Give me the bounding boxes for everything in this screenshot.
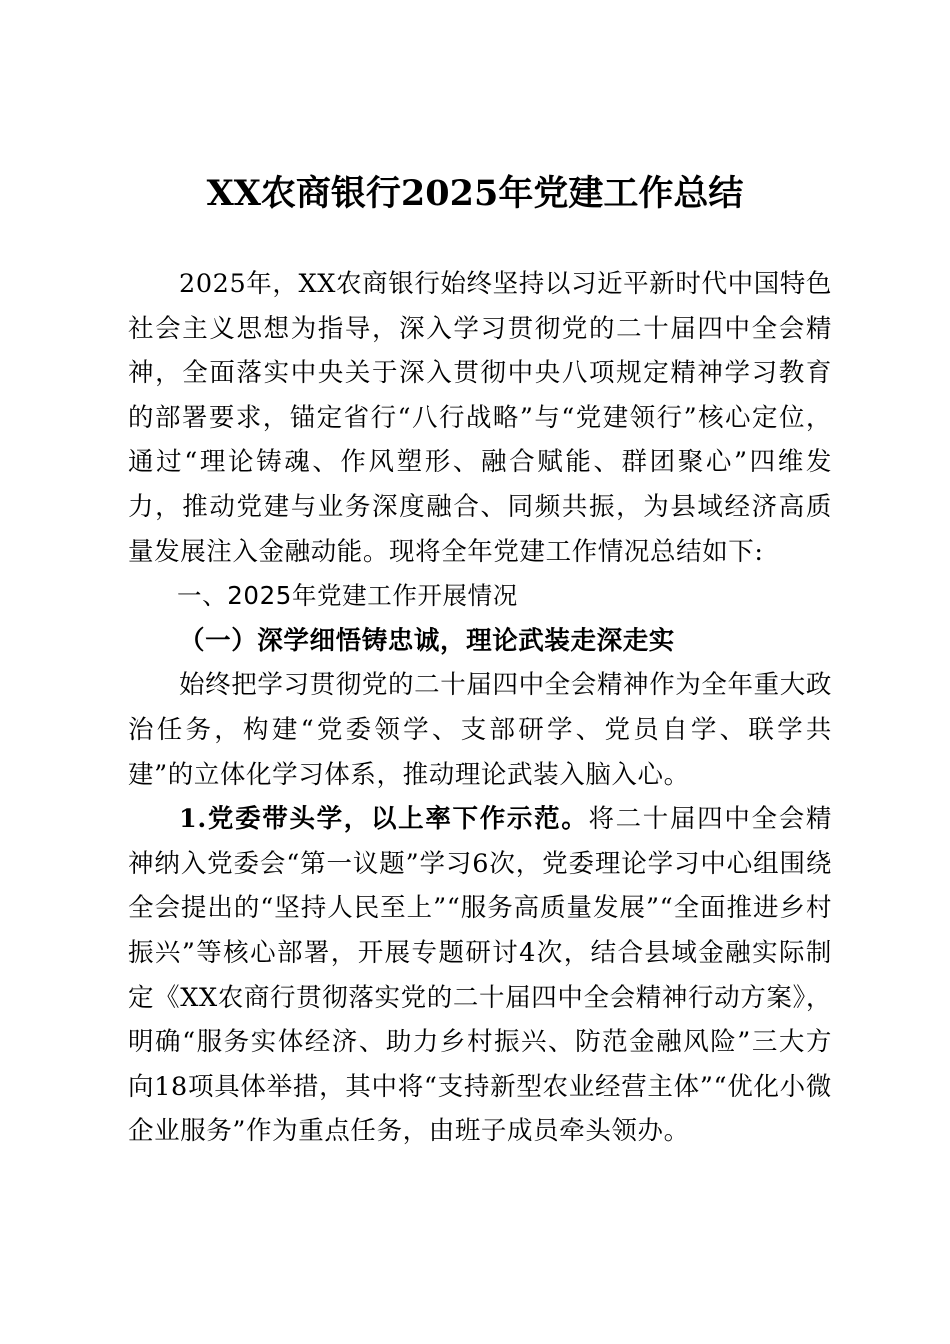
section-heading-1: 一、2025年党建工作开展情况 xyxy=(177,581,518,611)
item-1-lead: 1.党委带头学，以上率下作示范。 xyxy=(179,804,589,835)
document-title: XX农商银行2025年党建工作总结 xyxy=(206,173,744,214)
subsection-intro-paragraph: 始终把学习贯彻党的二十届四中全会精神作为全年重大政治任务，构建“党委领学、支部研学、党员自学、联学共建”的立体化学习体系，推动理论武装入脑入心。 xyxy=(128,670,832,790)
intro-paragraph: 2025年，XX农商银行始终坚持以习近平新时代中国特色社会主义思想为指导，深入学习贯彻党的二十届四中全会精神，全面落实中央关于深入贯彻中央八项规定精神学习教育的部署要求，锚定省行“八行战略”与“党建领行”核心定位，通过“理论铸魂、作风塑形、融合赋能、群团聚心”四维发力，推动党建与业务深度融合、同频共振，为县域经济高质量发展注入金融动能。现将全年党建工作情况总结如下: xyxy=(128,269,832,567)
item-1-paragraph xyxy=(128,797,832,1154)
subsection-heading-1: （一）深学细悟铸忠诚，理论武装走深走实 xyxy=(179,625,675,656)
document-body xyxy=(128,262,832,1154)
item-1-body: 将二十届四中全会精神纳入党委会“第一议题”学习6次，党委理论学习中心组围绕全会提出的“坚持人民至上”“服务高质量发展”“全面推进乡村振兴”等核心部署，开展专题研讨4次，结合县域金融实际制定《XX农商行贯彻落实党的二十届四中全会精神行动方案》，明确“服务实体经济、助力乡村振兴、防范金融风险”三大方向18项具体举措，其中将“支持新型农业经营主体”“优化小微企业服务”作为重点任务，由班子成员牵头领办。 xyxy=(128,804,832,1147)
